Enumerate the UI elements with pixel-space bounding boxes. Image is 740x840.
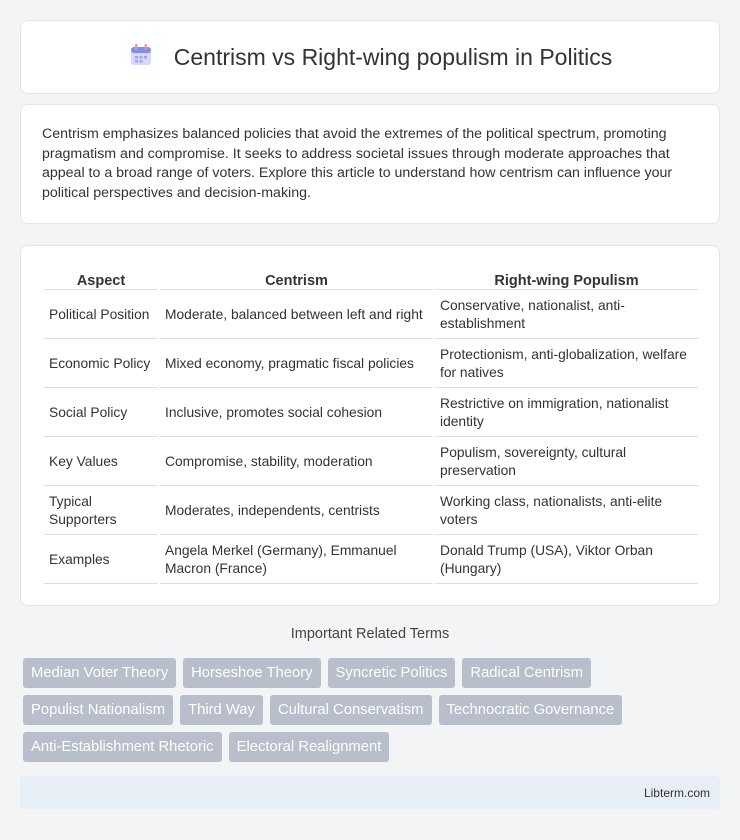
table-cell: Protectionism, anti-globalization, welfare for natives	[435, 341, 698, 388]
column-header-aspect: Aspect	[44, 268, 158, 290]
table-cell: Political Position	[44, 292, 158, 339]
page-title: Centrism vs Right-wing populism in Politics	[173, 43, 613, 70]
table-row	[44, 292, 698, 339]
related-term-tag[interactable]: Anti-Establishment Rhetoric	[23, 732, 222, 762]
calendar-icon	[128, 42, 154, 73]
table-cell: Economic Policy	[44, 341, 158, 388]
table-row	[44, 488, 698, 535]
related-term-tag[interactable]: Radical Centrism	[462, 658, 591, 688]
footer-site-link[interactable]: Libterm.com	[643, 785, 710, 800]
table-cell: Social Policy	[44, 390, 158, 437]
related-term-tag[interactable]: Horseshoe Theory	[183, 658, 320, 688]
related-term-tag[interactable]: Electoral Realignment	[229, 732, 390, 762]
intro-card	[20, 104, 720, 224]
table-cell: Compromise, stability, moderation	[160, 439, 433, 486]
comparison-table-card	[20, 245, 720, 606]
table-header-row	[44, 268, 698, 290]
table-cell: Working class, nationalists, anti-elite voters	[435, 488, 698, 535]
table-cell: Restrictive on immigration, nationalist identity	[435, 390, 698, 437]
table-cell: Examples	[44, 537, 158, 584]
related-term-tag[interactable]: Technocratic Governance	[439, 695, 623, 725]
table-row	[44, 341, 698, 388]
table-cell: Moderates, independents, centrists	[160, 488, 433, 535]
table-row	[44, 390, 698, 437]
table-cell: Conservative, nationalist, anti-establishment	[435, 292, 698, 339]
table-cell: Donald Trump (USA), Viktor Orban (Hungary)	[435, 537, 698, 584]
table-cell: Inclusive, promotes social cohesion	[160, 390, 433, 437]
related-term-tag[interactable]: Syncretic Politics	[328, 658, 456, 688]
related-term-tag[interactable]: Median Voter Theory	[23, 658, 176, 688]
table-cell: Moderate, balanced between left and right	[160, 292, 433, 339]
table-row	[44, 537, 698, 584]
footer	[20, 776, 720, 809]
related-term-tag[interactable]: Populist Nationalism	[23, 695, 173, 725]
column-header-right-wing-populism: Right-wing Populism	[435, 268, 698, 290]
related-terms-list	[23, 658, 713, 762]
table-cell: Typical Supporters	[44, 488, 158, 535]
intro-paragraph: Centrism emphasizes balanced policies that avoid the extremes of the political spectrum, promoting pragmatism and compromise. It seeks to address societal issues through moderate approaches that appeal to a broad range of voters. Explore this article to understand how centrism can influence your political perspectives and decision-making.	[42, 126, 673, 201]
column-header-centrism: Centrism	[160, 268, 433, 290]
related-term-tag[interactable]: Cultural Conservatism	[270, 695, 432, 725]
table-cell: Populism, sovereignty, cultural preservation	[435, 439, 698, 486]
related-terms-title: Important Related Terms	[290, 626, 450, 642]
header-card	[20, 20, 720, 94]
table-row	[44, 439, 698, 486]
table-cell: Angela Merkel (Germany), Emmanuel Macron (France)	[160, 537, 433, 584]
table-cell: Mixed economy, pragmatic fiscal policies	[160, 341, 433, 388]
related-term-tag[interactable]: Third Way	[180, 695, 263, 725]
table-cell: Key Values	[44, 439, 158, 486]
comparison-table	[42, 266, 700, 586]
